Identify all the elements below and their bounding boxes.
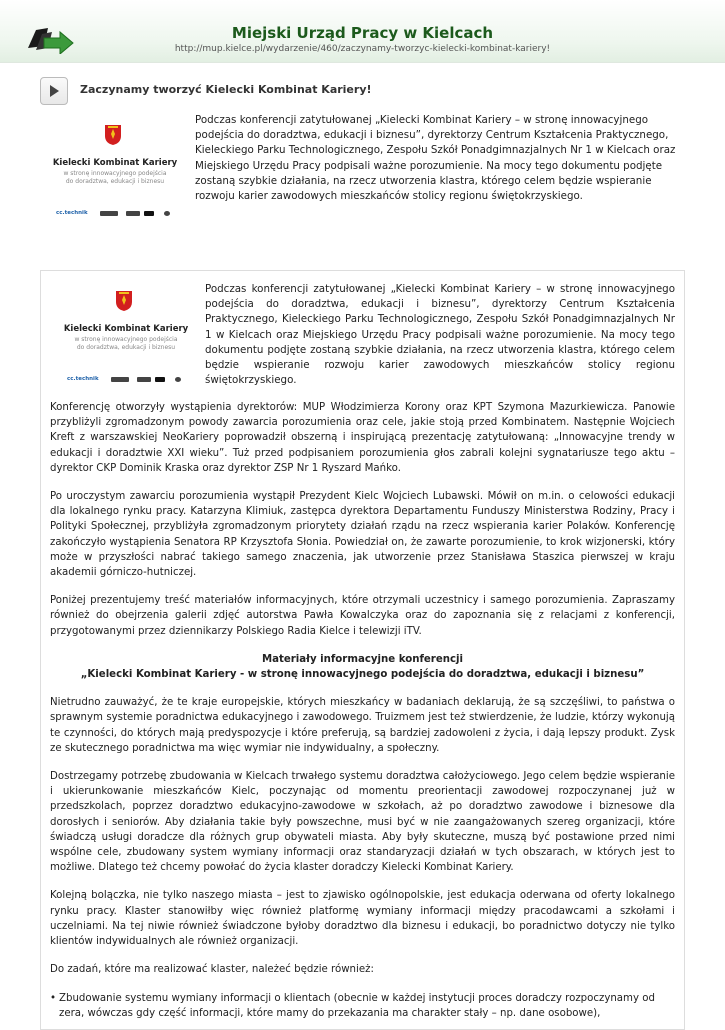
page-url: http://mup.kielce.pl/wydarzenie/460/zaczynamy-tworzyc-kielecki-kombinat-kariery! xyxy=(174,44,551,54)
body-paragraph: Do zadań, które ma realizować klaster, należeć będzie również: xyxy=(50,964,374,976)
kielce-crest-icon xyxy=(104,124,122,146)
promo-subtitle: w stronę innowacyjnego podejścia do doradztwa, edukacji i biznesu xyxy=(74,336,178,351)
partner-logo xyxy=(126,211,140,216)
promo-title: Kielecki Kombinat Kariery xyxy=(63,324,189,334)
lead-paragraph: Podczas konferencji zatytułowanej „Kielecki Kombinat Kariery – w stronę innowacyjnego podejścia do doradztwa, edukacji i biznesu”, dyrektorzy Centrum Kształcenia Praktycznego, Kieleckiego Parku Technologicznego, Zespołu Szkół Ponadgimnazjalnych Nr 1 w Kielcach oraz Miejskiego Urzędu Pracy podpisali ważne porozumienie. Na mocy tego dokumentu podjęte zostaną szybkie działania, na rzecz utworzenia klastra, którego celem będzie wspieranie rozwoju karier zawodowych mieszkańców stolicy regionu świętokrzyskiego. xyxy=(195,114,676,203)
materials-heading: Materiały informacyjne konferencji „Kielecki Kombinat Kariery - w stronę innowacyjnego podejścia do doradztwa, edukacji i biznesu” xyxy=(80,653,645,681)
play-arrow-icon xyxy=(47,84,61,98)
promo-image[interactable] xyxy=(52,124,178,224)
promo-image[interactable] xyxy=(63,290,189,390)
body-paragraph: Po uroczystym zawarciu porozumienia wystąpił Prezydent Kielc Wojciech Lubawski. Mówił on m.in. o celowości edukacji dla lokalnego rynku pracy. Katarzyna Klimiuk, zastępca dyrektora Departamentu Funduszy Ministerstwa Rodziny, Pracy i Polityki Społecznej, przybliżyła zgromadzonym priorytety działań rządu na rzecz wspierania karier Polaków. Konferencję zakończyło wystąpienia Senatora RP Krzysztofa Słonia. Powiedział on, że zawarte porozumienie, to krok wizjonerski, który może w przyszłości nabrać takiego samego znaczenia, jak utworzenie przez Stanisława Staszica pierwszej w kraju akademii górniczo-hutniczej. xyxy=(50,491,675,579)
site-header xyxy=(0,0,725,63)
partner-logo-ctechnik: cc.technik xyxy=(67,376,99,382)
body-paragraph: Dostrzegamy potrzebę zbudowania w Kielcach trwałego systemu doradztwa całożyciowego. Jego celem będzie wspieranie i ukierunkowanie mieszkańców Kielc, poczynając od momentu preorientacji zawodowej rozpoczynanej już w przedszkolach, poprzez doradztwo edukacyjno-zawodowe w szkołach, aż po doradztwo zawodowe i biznesowe dla dorosłych i seniorów. Aby działania takie były powszechne, musi być w nie zaangażowanych szereg organizacji, które świadczą usługi doradcze dla różnych grup obywateli miasta. Aby były skuteczne, muszą być postawione przed nimi wspólne cele, zbudowany system wymiany informacji oraz standaryzacji działań w tych obszarach, w których jest to możliwe. Dlatego też chcemy powołać do życia klaster doradczy Kielecki Kombinat Kariery. xyxy=(50,771,675,874)
partner-logo xyxy=(111,377,129,382)
partner-logo xyxy=(164,211,170,216)
partner-logo xyxy=(100,211,118,216)
article-body xyxy=(50,400,675,1021)
list-item: • Zbudowanie systemu wymiany informacji o klientach (obecnie w każdej instytucji proces doradczy rozpoczynamy od zera, wówczas gdy część informacji, które mamy do przekazania ma charakter stały – np. dane osobowe), xyxy=(59,991,675,1021)
body-paragraph: Poniżej prezentujemy treść materiałów informacyjnych, które otrzymali uczestnicy i samego porozumienia. Zapraszamy również do obejrzenia galerii zdjęć autorstwa Pawła Kowalczyka oraz do zapoznania się z relacjami z konferencji, przygotowanymi przez dziennikarzy Polskiego Radia Kielce i telewizji iTV. xyxy=(50,595,675,637)
partner-logo-ctechnik: cc.technik xyxy=(56,210,88,216)
lead-paragraph-repeat: Podczas konferencji zatytułowanej „Kielecki Kombinat Kariery – w stronę innowacyjnego podejścia do doradztwa, edukacji i biznesu”, dyrektorzy Centrum Kształcenia Praktycznego, Kieleckiego Parku Technologicznego, Zespołu Szkół Ponadgimnazjalnych Nr 1 w Kielcach oraz Miejskiego Urzędu Pracy podpisali ważne porozumienie. Na mocy tego dokumentu podjęte zostaną szybkie działania, na rzecz utworzenia klastra, którego celem będzie wspieranie rozwoju karier zawodowych mieszkańców stolicy regionu świętokrzyskiego. xyxy=(205,283,675,387)
task-list xyxy=(50,991,675,1021)
partner-logo xyxy=(155,377,165,382)
partner-logo xyxy=(137,377,151,382)
promo-title: Kielecki Kombinat Kariery xyxy=(52,158,178,168)
body-paragraph: Konferencję otworzyły wystąpienia dyrektorów: MUP Włodzimierza Korony oraz KPT Szymona Mazurkiewicza. Panowie przybliżyli zgromadzonym powody zawarcia porozumienia oraz cele, jakie stoją przed Kombinatem. Następnie Wojciech Kreft z warszawskiej NeoKariery poprowadził obszerną i inspirującą prezentację zatytułowaną: „Innowacyjne trendy w edukacji i doradztwie XXI wieku”. Tuż przed podpisaniem porozumienia głos zabrali kolejni sygnatariusze tego aktu – dyrektor CKP Dominik Kraska oraz dyrektor ZSP Nr 1 Ryszard Mańko. xyxy=(50,402,675,474)
site-title[interactable]: Miejski Urząd Pracy w Kielcach xyxy=(231,24,494,42)
partner-logo xyxy=(144,211,154,216)
promo-subtitle: w stronę innowacyjnego podejścia do doradztwa, edukacji i biznesu xyxy=(63,170,167,185)
kielce-crest-icon xyxy=(115,290,133,312)
body-paragraph: Kolejną bolączka, nie tylko naszego miasta – jest to zjawisko ogólnopolskie, jest edukacja oderwana od oferty lokalnego rynku pracy. Klaster stanowiłby więc również platformę wymiany informacji między pracodawcami a szkołami i uczelniami. Na tej niwie również świadczone byłoby doradztwo dla biznesu i edukacji, bo poradnictwo dotyczy nie tylko klientów indywidualnych ale również organizacji. xyxy=(50,890,675,948)
partner-logos xyxy=(67,376,187,386)
article-title: Zaczynamy tworzyć Kielecki Kombinat Kariery! xyxy=(80,83,372,96)
partner-logos xyxy=(56,210,176,220)
back-arrow-button[interactable] xyxy=(40,77,68,105)
partner-logo xyxy=(175,377,181,382)
body-paragraph: Nietrudno zauważyć, że te kraje europejskie, których mieszkańcy w badaniach deklarują, że są szczęśliwi, to państwa o sprawnym systemie poradnictwa edukacyjnego i zawodowego. Truizmem jest też stwierdzenie, że ludzie, którzy wykonują te czynności, do których mają predyspozycje i które preferują, są bardziej zadowoleni z życia, i dają lepszy produkt. Zysk ze skutecznego poradnictwa ma więc wymiar nie indywidualny, a społeczny. xyxy=(50,697,675,754)
